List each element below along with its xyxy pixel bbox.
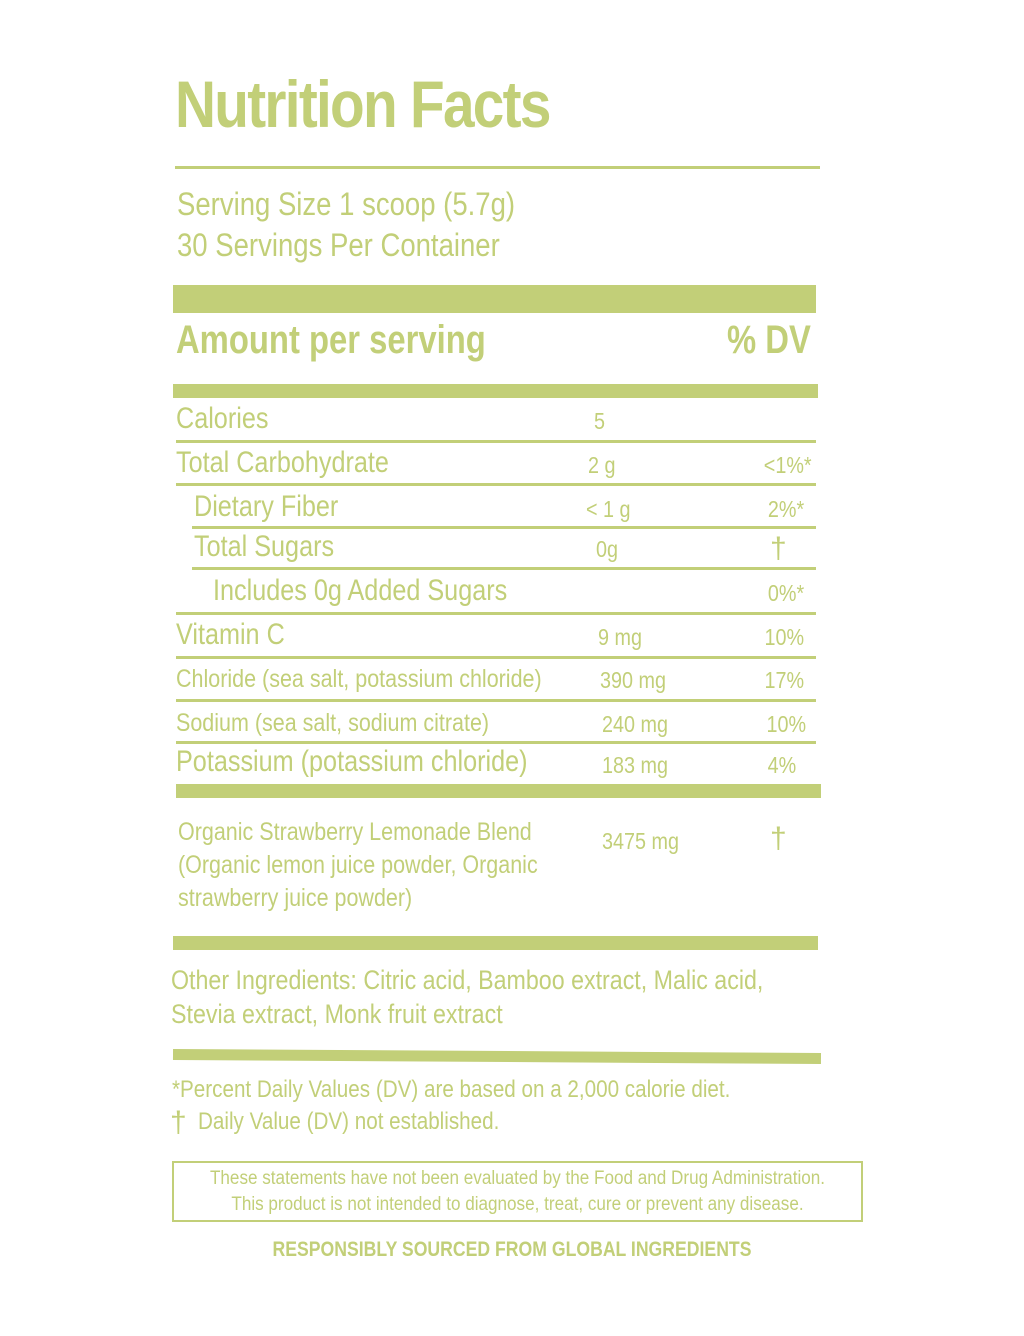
serving-size: Serving Size 1 scoop (5.7g)	[177, 186, 516, 222]
nutrient-dv: 17%	[764, 667, 804, 693]
row-divider	[176, 656, 816, 659]
dagger-footnote: Daily Value (DV) not established.	[198, 1108, 500, 1135]
nutrient-label: Calories	[176, 402, 269, 435]
fda-disclaimer-line2: This product is not intended to diagnose, treat, cure or prevent any disease.	[231, 1194, 804, 1215]
nutrient-label: Total Sugars	[194, 530, 335, 563]
nutrient-label: Total Carbohydrate	[176, 446, 389, 479]
nutrient-label: Sodium (sea salt, sodium citrate)	[176, 709, 490, 737]
row-divider	[176, 741, 816, 744]
fda-disclaimer-line1: These statements have not been evaluated by the Food and Drug Administration.	[209, 1168, 826, 1189]
thick-divider-footnotes	[173, 1049, 821, 1064]
nutrient-amount: 0g	[596, 536, 619, 562]
amount-per-serving-header: Amount per serving	[176, 318, 486, 362]
dagger-icon: †	[770, 532, 787, 565]
row-divider	[192, 526, 816, 529]
blend-amount: 3475 mg	[602, 828, 679, 854]
header-divider	[173, 384, 818, 398]
row-divider	[176, 699, 816, 702]
nutrient-label: Vitamin C	[176, 618, 285, 651]
nutrient-amount: 183 mg	[602, 752, 668, 778]
thick-divider-blend	[176, 784, 821, 798]
row-divider	[192, 567, 816, 570]
servings-per-container: 30 Servings Per Container	[177, 227, 500, 263]
nutrient-dv: 10%	[766, 711, 806, 737]
nutrient-dv: 10%	[764, 624, 804, 650]
dagger-icon: †	[770, 822, 787, 855]
nutrient-dv: <1%*	[764, 452, 812, 478]
nutrient-dv: 4%	[767, 752, 796, 778]
page-title: Nutrition Facts	[175, 67, 550, 141]
row-divider	[176, 612, 816, 615]
row-divider	[176, 483, 816, 486]
dagger-icon: †	[170, 1106, 187, 1139]
nutrient-amount: 9 mg	[598, 624, 642, 650]
sourcing-tagline: RESPONSIBLY SOURCED FROM GLOBAL INGREDIENTS	[272, 1238, 752, 1261]
nutrient-dv: 0%*	[767, 580, 804, 606]
nutrient-amount: 5	[594, 408, 606, 434]
nutrient-label: Potassium (potassium chloride)	[176, 745, 528, 778]
nutrient-amount: 390 mg	[600, 667, 666, 693]
fda-disclaimer-box	[172, 1161, 863, 1222]
nutrient-amount: 2 g	[588, 452, 616, 478]
nutrient-label: Chloride (sea salt, potassium chloride)	[176, 665, 542, 693]
thick-divider-ingredients	[173, 936, 818, 950]
nutrient-label: Dietary Fiber	[194, 490, 339, 523]
other-ingredients: Other Ingredients: Citric acid, Bamboo extract, Malic acid, Stevia extract, Monk fruit extract	[171, 965, 764, 1029]
blend-label: Organic Strawberry Lemonade Blend (Organic lemon juice powder, Organic strawberry juice powder)	[178, 818, 538, 912]
nutrient-amount: < 1 g	[586, 496, 631, 522]
nutrient-amount: 240 mg	[602, 711, 668, 737]
percent-dv-header: % DV	[727, 318, 811, 362]
nutrient-label: Includes 0g Added Sugars	[213, 574, 508, 607]
row-divider	[176, 440, 816, 443]
nutrient-dv: 2%*	[767, 496, 804, 522]
title-divider	[175, 166, 820, 169]
thick-divider-top	[173, 285, 816, 313]
percent-dv-footnote: *Percent Daily Values (DV) are based on a 2,000 calorie diet.	[172, 1076, 731, 1103]
